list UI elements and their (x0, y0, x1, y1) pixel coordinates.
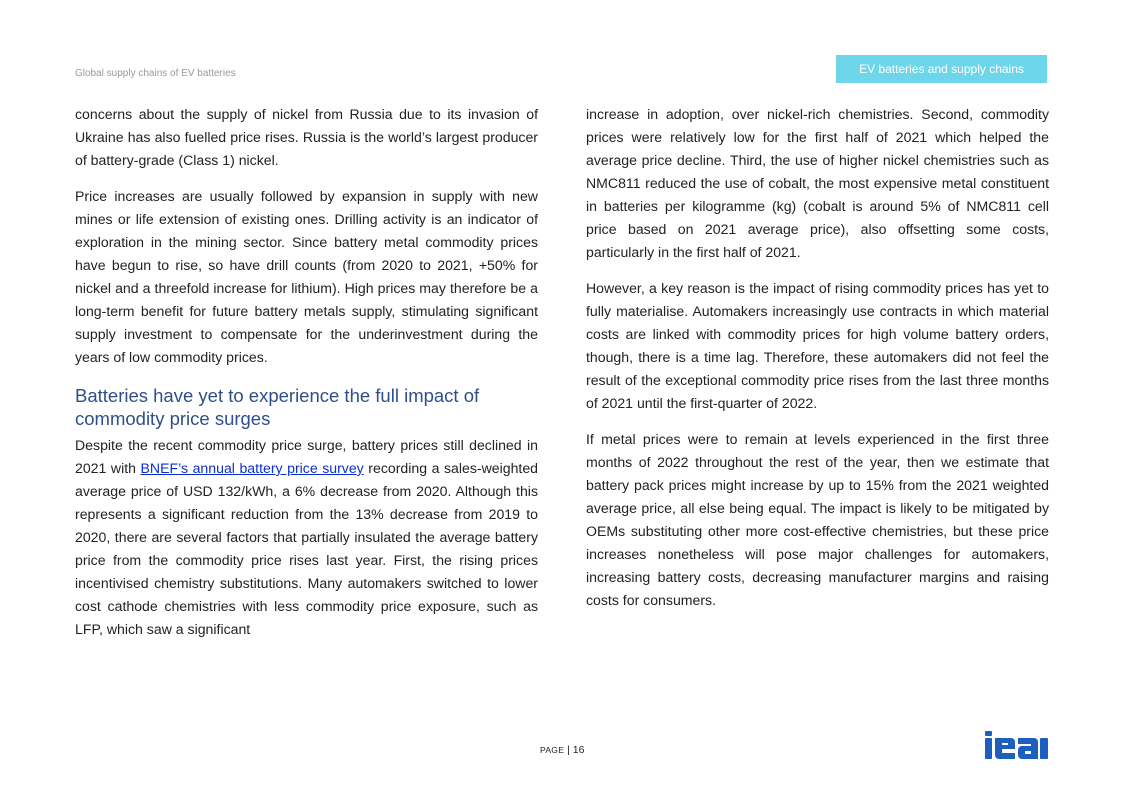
bnef-survey-link[interactable]: BNEF’s annual battery price survey (140, 460, 364, 476)
paragraph (75, 434, 538, 641)
paragraph: Price increases are usually followed by expansion in supply with new mines or life extension of existing ones. Drilling activity is an indicator of exploration in the mining sector. Since battery metal commodity prices have begun to rise, so have drill counts (from 2020 to 2021, +50% for nickel and a threefold increase for lithium). High prices may therefore be a long-term benefit for future battery metals supply, stimulating significant supply investment to compensate for the underinvestment during the years of low commodity prices. (75, 188, 538, 365)
paragraph: If metal prices were to remain at levels experienced in the first three months of 2022 throughout the rest of the year, then we estimate that battery pack prices might increase by up to 15% from the 2021 weighted average price, all else being equal. The impact is likely to be mitigated by OEMs substituting other more cost-effective chemistries, but these price increases nonetheless will pose major challenges for automakers, increasing battery costs, decreasing manufacturer margins and raising costs for consumers. (586, 431, 1049, 608)
section-tag: EV batteries and supply chains (836, 55, 1047, 83)
paragraph: concerns about the supply of nickel from Russia due to its invasion of Ukraine has also fuelled price rises. Russia is the world’s largest producer of battery-grade (Class 1) nickel. (75, 106, 538, 168)
paragraph: However, a key reason is the impact of rising commodity prices has yet to fully materialise. Automakers increasingly use contracts in which material costs are linked with commodity prices for high volume battery orders, though, there is a time lag. Therefore, these automakers did not feel the result of the exceptional commodity price rises from the last three months of 2021 until the first-quarter of 2022. (586, 280, 1049, 411)
right-column (586, 103, 1049, 625)
paragraph: increase in adoption, over nickel-rich chemistries. Second, commodity prices were relatively low for the first half of 2021 which helped the average price decline. Third, the use of higher nickel chemistries such as NMC811 reduced the use of cobalt, the most expensive metal constituent in batteries per kilogramme (kg) (cobalt is around 5% of NMC811 cell price based on 2021 average price), also offsetting some costs, particularly in the first half of 2021. (586, 106, 1049, 260)
page-number (540, 744, 584, 756)
iea-logo (985, 731, 1048, 760)
running-header-title: Global supply chains of EV batteries (75, 68, 236, 79)
page-number-value: 16 (572, 744, 585, 756)
page-separator: | (564, 744, 573, 756)
left-column (75, 103, 538, 654)
page-label: PAGE (540, 745, 565, 755)
section-heading: Batteries have yet to experience the full impact of commodity price surges (75, 385, 480, 429)
iea-logo-icon (985, 731, 1048, 760)
paragraph-text: Despite the recent commodity price surge, battery prices still declined in 2021 with (75, 437, 538, 476)
paragraph-text: recording a sales-weighted average price of USD 132/kWh, a 6% decrease from 2020. Although this represents a significant reduction from the 13% decrease from 2019 to 2020, there are several factors that partially insulated the average battery price from the commodity price rises last year. First, the rising prices incentivised chemistry substitutions. Many automakers switched to lower cost cathode chemistries with less commodity price exposure, such as LFP, which saw a significant (75, 460, 538, 637)
